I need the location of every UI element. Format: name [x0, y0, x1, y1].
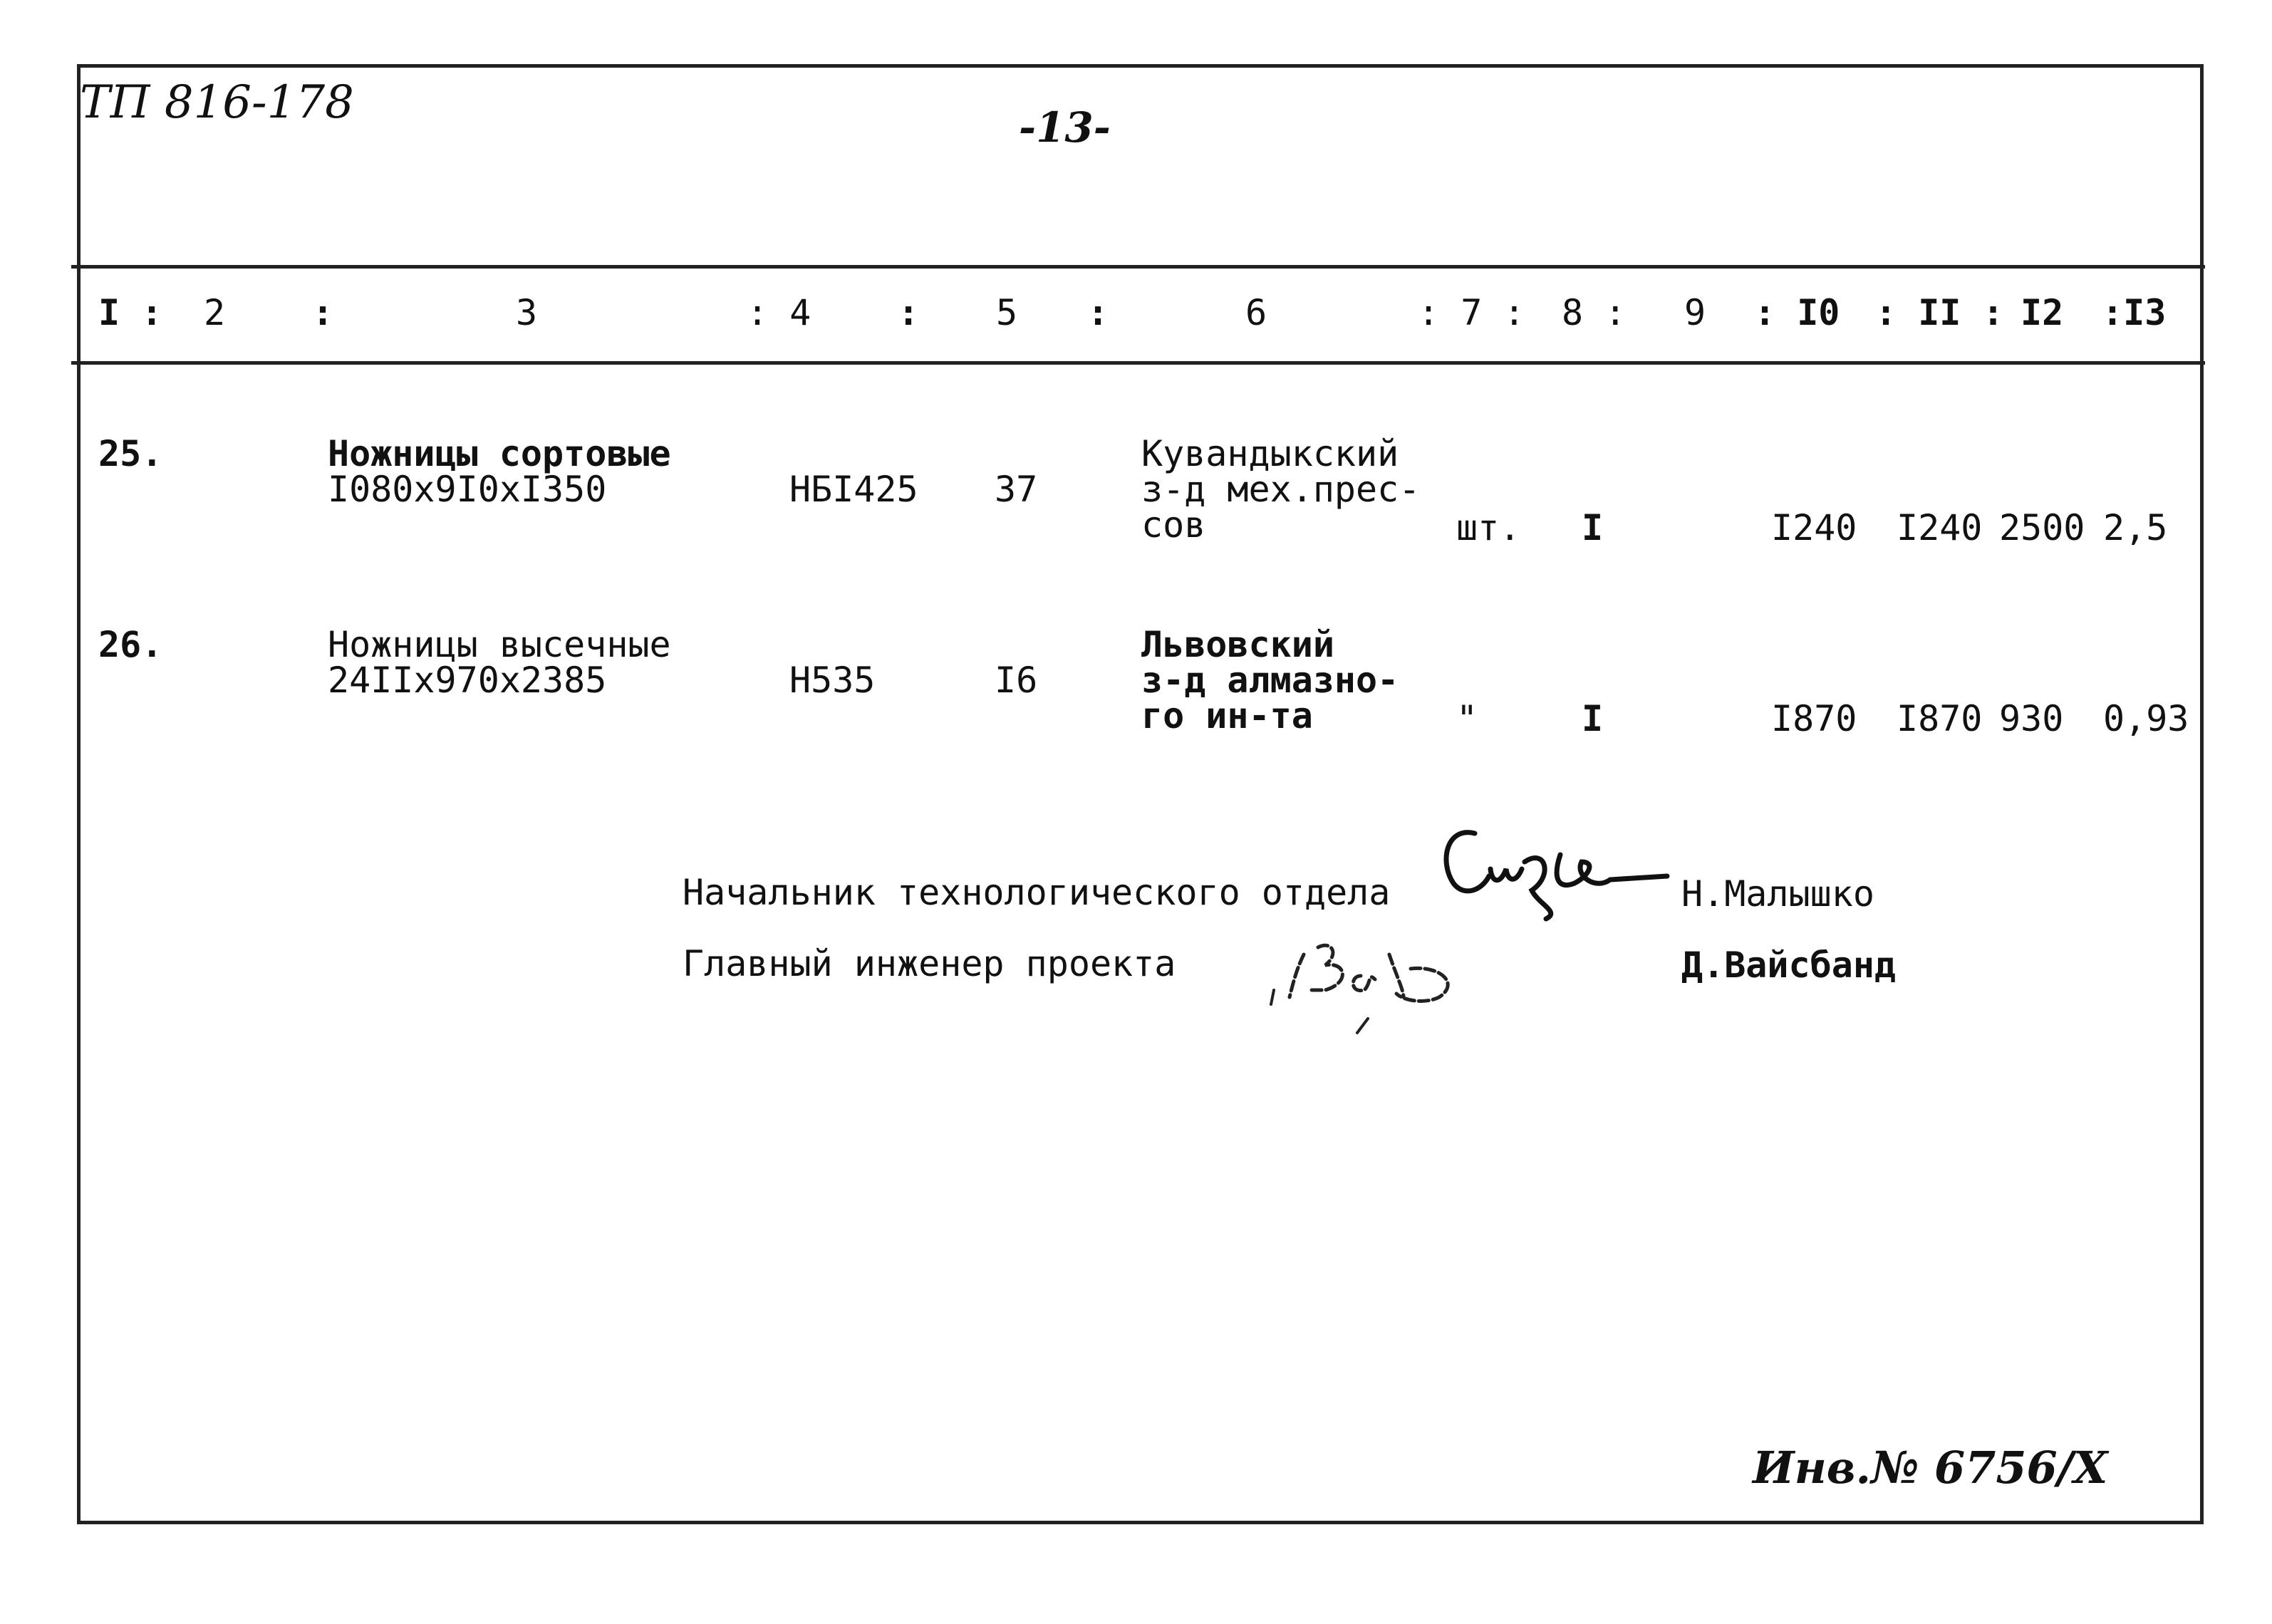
item-unit: шт.	[1456, 507, 1521, 548]
item-manufacturer: Львовский з-д алмазно- го ин-та	[1141, 624, 1399, 736]
col-10-header: : I0	[1754, 292, 1840, 333]
col-4-header: : 4	[747, 292, 811, 333]
item-model: Н535	[789, 660, 876, 701]
col-7-header: : 7 :	[1418, 292, 1525, 333]
item-col13: 2,5	[2103, 507, 2168, 548]
item-col10: I240	[1771, 507, 1857, 548]
col-separator: :	[898, 292, 920, 333]
inventory-number: Инв.№ 6756/Х	[1753, 1442, 2108, 1494]
item-dimensions: I080x9I0xI350	[328, 469, 607, 510]
page-number: -13-	[1019, 103, 1111, 152]
item-col11: I870	[1897, 698, 1983, 739]
col-3-header: 3	[516, 292, 538, 333]
signatory-role: Начальник технологического отдела	[683, 872, 1391, 913]
item-model: НБI425	[789, 469, 918, 510]
item-quantity: I	[1582, 698, 1604, 739]
col-separator: :	[312, 292, 334, 333]
item-col12: 2500	[1999, 507, 2085, 548]
col-11-header: : II :	[1875, 292, 2004, 333]
item-name: Ножницы высечные	[328, 624, 671, 665]
signatory-name: Н.Малышко	[1681, 873, 1874, 915]
item-manufacturer: Кувандыкский з-д мех.прес- сов	[1141, 433, 1421, 546]
item-col12: 930	[1999, 698, 2064, 739]
item-name: Ножницы сортовые	[328, 433, 671, 474]
item-col11: I240	[1897, 507, 1983, 548]
item-col5: I6	[995, 660, 1038, 701]
row-number: 26.	[98, 624, 163, 665]
col-2-header: 2	[204, 292, 226, 333]
col-1-header: I	[98, 292, 120, 333]
handwritten-signature	[1261, 926, 1510, 1033]
signatory-name: Д.Вайсбанд	[1681, 944, 1897, 986]
document-code: ТП 816-178	[80, 76, 354, 129]
header-rule-top	[71, 265, 2205, 269]
handwritten-signature	[1432, 819, 1674, 926]
item-col5: 37	[995, 469, 1038, 510]
col-13-header: :I3	[2102, 292, 2167, 333]
item-col13: 0,93	[2103, 698, 2189, 739]
col-12-header: I2	[2021, 292, 2064, 333]
col-6-header: 6	[1245, 292, 1267, 333]
col-9-header: 9	[1684, 292, 1706, 333]
col-separator: :	[141, 292, 163, 333]
item-unit: "	[1456, 698, 1478, 739]
col-8-header: 8 :	[1562, 292, 1627, 333]
item-col10: I870	[1771, 698, 1857, 739]
header-rule-bottom	[71, 361, 2205, 365]
col-separator: :	[1087, 292, 1109, 333]
signatory-role: Главный инженер проекта	[683, 943, 1176, 984]
row-number: 25.	[98, 433, 163, 474]
item-dimensions: 24IIx970x2385	[328, 660, 607, 701]
item-quantity: I	[1582, 507, 1604, 548]
page-frame	[77, 64, 2204, 1524]
col-5-header: 5	[996, 292, 1018, 333]
